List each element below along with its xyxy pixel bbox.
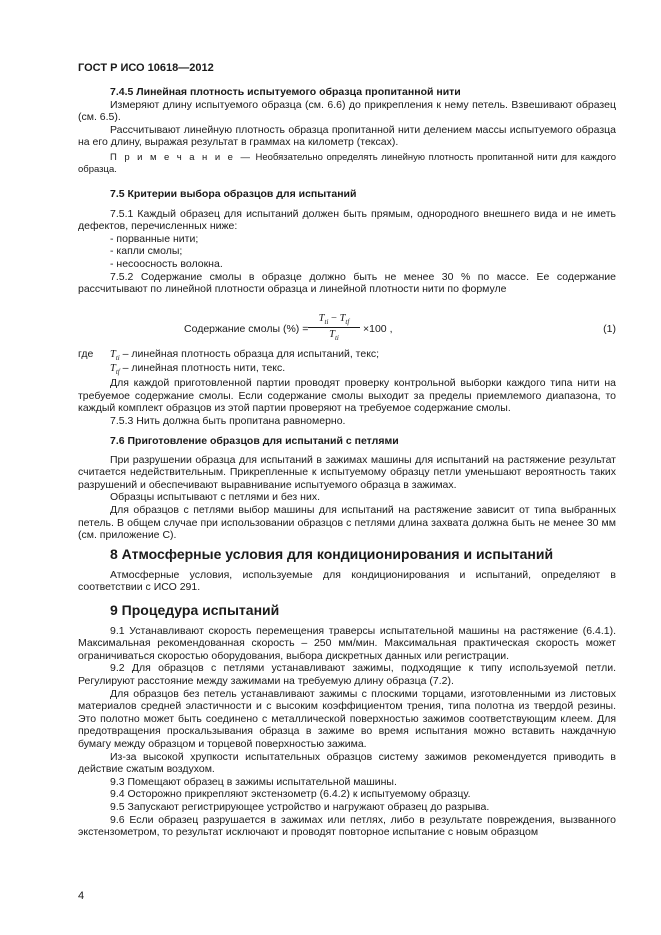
paragraph: При разрушении образца для испытаний в зажимах машины для испытаний на растяжение результат считается недействительным. Прикрепленные к испытуемому образцу петли уменьшают вероятность таких разрушений и обеспечивают выравнивание испытуемого образца в зажимах. — [78, 453, 616, 491]
note — [78, 152, 616, 176]
section-7-5-cont — [78, 377, 616, 427]
list-item: - несоосность волокна. — [110, 257, 223, 270]
note-text: Необязательно определять линейную плотность пропитанной нити для каждого образца. — [78, 151, 617, 175]
paragraph: 9.3 Помещают образец в зажимы испытательной машины. — [110, 775, 397, 788]
paragraph: 9.1 Устанавливают скорость перемещения траверсы испытательной машины на растяжение (6.4.1). Максимальная рекомендованная скорость – 250 мм/мин. Максимальная практическая скорость может ограничиваться скоростью оборудования, выбора дискретных данных или регистрации. — [78, 624, 616, 662]
paragraph: 9.5 Запускают регистрирующее устройство и нагружают образец до разрыва. — [110, 800, 490, 813]
paragraph: Образцы испытывают с петлями и без них. — [110, 491, 320, 504]
equation-number: (1) — [603, 323, 616, 335]
paragraph: 9.2 Для образцов с петлями устанавливают зажимы, подходящие к типу используемой петли. Регулируют расстояние между зажимами на требуемую длину образца (7.2). — [78, 662, 616, 687]
formula-1 — [78, 313, 616, 345]
formula-fraction — [308, 313, 360, 342]
note-label: П р и м е ч а н и е — — [110, 151, 252, 163]
paragraph: 7.5.2 Содержание смолы в образце должно быть не менее 30 % по массе. Ее содержание рассчитывают по линейной плотности образца и линейной плотности нити по формуле — [78, 270, 616, 296]
section-9 — [78, 604, 616, 839]
section-title: 8 Атмосферные условия для кондиционирования и испытаний — [110, 546, 554, 562]
section-title: 7.6 Приготовление образцов для испытаний с петлями — [110, 435, 399, 447]
paragraph: Для образцов с петлями выбор машины для испытаний на растяжение зависит от типа выбранных петель. В общем случае при использовании образцов с петлями длина захвата должна быть не менее 30 мм (см. приложение С). — [78, 503, 616, 542]
section-7-5 — [78, 188, 616, 296]
paragraph: Рассчитывают линейную плотность образца пропитанной нити делением массы испытуемого образца на его длину, выражая результат в граммах на километр (тексах). — [78, 123, 616, 149]
list-item: - капли смолы; — [110, 245, 183, 258]
section-7-4-5 — [78, 86, 616, 176]
legend-line: $T_{tf}$ – линейная плотность нити, текс. — [110, 362, 286, 377]
section-title: 7.4.5 Линейная плотность испытуемого образца пропитанной нити — [110, 86, 461, 98]
list-item: - порванные нити; — [110, 232, 199, 245]
paragraph: 7.5.1 Каждый образец для испытаний должен быть прямым, однородного внешнего вида и не иметь дефектов, перечисленных ниже: — [78, 207, 616, 233]
document-header: ГОСТ Р ИСО 10618—2012 — [78, 62, 214, 74]
section-title: 7.5 Критерии выбора образцов для испытаний — [110, 188, 357, 200]
fraction-denominator: $T_{ti}$ — [329, 329, 339, 343]
formula-legend — [78, 348, 616, 378]
section-7-6 — [78, 435, 616, 542]
formula-label: Содержание смолы (%) = — [184, 323, 309, 335]
section-8 — [78, 548, 616, 594]
formula-multiplier: ×100 , — [363, 323, 393, 335]
section-title: 9 Процедура испытаний — [110, 602, 280, 618]
paragraph: 7.5.3 Нить должна быть пропитана равномерно. — [110, 414, 346, 427]
where-word: где — [78, 348, 94, 360]
paragraph: Измеряют длину испытуемого образца (см. 6.6) до прикрепления к нему петель. Взвешивают образец (см. 6.5). — [78, 98, 616, 124]
legend-line: $T_{ti}$ – линейная плотность образца для испытаний, текс; — [110, 348, 380, 363]
paragraph: Из-за высокой хрупкости испытательных образцов систему зажимов рекомендуется приводить в действие сжатым воздухом. — [78, 750, 616, 776]
paragraph: Атмосферные условия, используемые для кондиционирования и испытаний, определяют в соответствии с ИСО 291. — [78, 568, 616, 594]
paragraph: 9.4 Осторожно прикрепляют экстензометр (6.4.2) к испытуемому образцу. — [110, 788, 471, 801]
page-number: 4 — [78, 890, 85, 902]
paragraph: Для образцов без петель устанавливают зажимы с плоскими торцами, изготовленными из листовых материалов средней эластичности и с высоким коэффициентом трения, типа полотна из твердой резины. Это полотно может быть соединено с металлической поверхностью зажимов соответствующим клеем. Для предотвращения проскальзывания образца в зажиме во время испытания можно вставить наждачную бумагу между образцом и торцевой поверхностью зажима. — [78, 687, 616, 750]
paragraph: 9.6 Если образец разрушается в зажимах или петлях, либо в результате повреждения, вызванного экстензометром, то результат исключают и проводят повторное испытание с новым образцом — [78, 813, 616, 839]
paragraph: Для каждой приготовленной партии проводят проверку контрольной выборки каждого типа нити на требуемое содержание смолы. Если содержание смолы выходит за пределы приемлемого диапазона, то каждый комплект образцов из этой партии проверяют на требуемое содержание смолы. — [78, 377, 616, 415]
fraction-numerator: $T_{ti} - T_{tf}$ — [308, 313, 360, 328]
